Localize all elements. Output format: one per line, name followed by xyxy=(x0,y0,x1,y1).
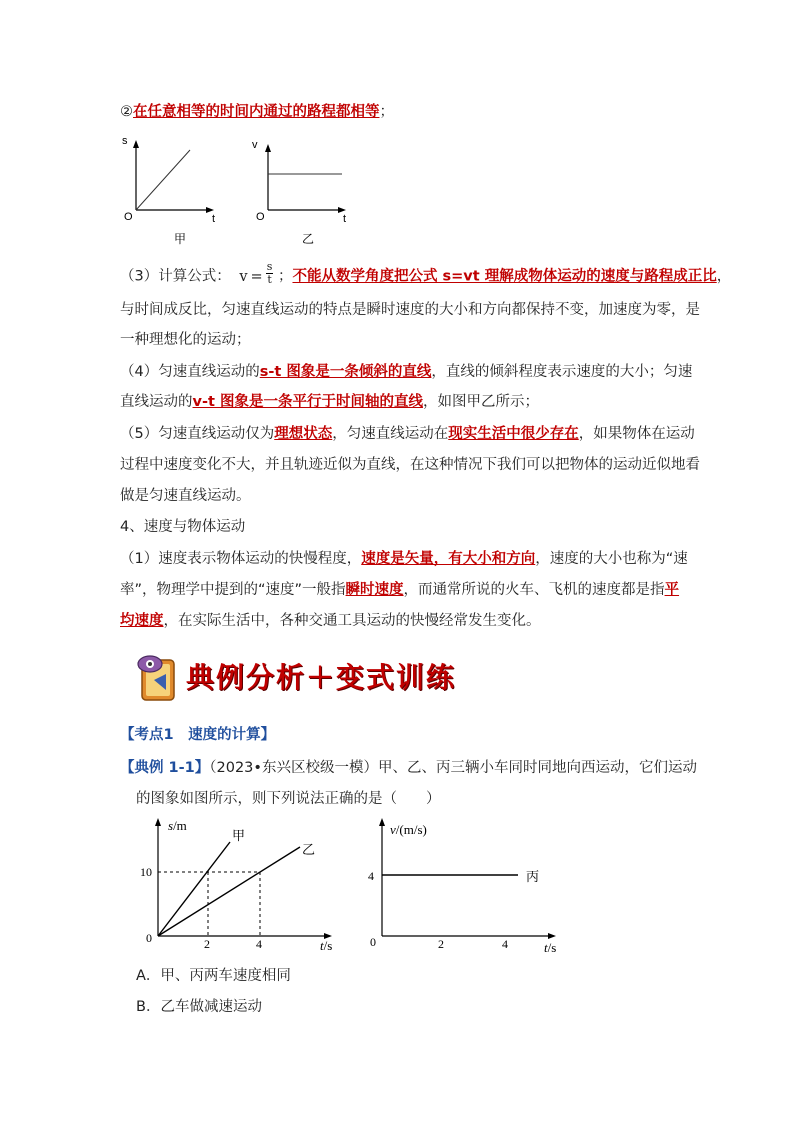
x-label: t xyxy=(343,213,347,225)
origin-label: 0 xyxy=(370,935,376,949)
st-graph xyxy=(130,814,340,954)
y-arrow xyxy=(379,818,385,826)
x-axis-label: t/s xyxy=(320,938,333,953)
y-label: v xyxy=(252,139,258,151)
numerator: s xyxy=(266,260,273,273)
vt-graph xyxy=(356,814,576,954)
paragraph-4-line-1 xyxy=(120,362,692,382)
formula xyxy=(239,260,278,286)
y-arrow xyxy=(133,140,139,148)
diagram-yi xyxy=(252,139,346,246)
text: ，匀速直线运动在 xyxy=(332,426,449,442)
text: ，如果物体在运动 xyxy=(578,426,695,442)
origin-label: 0 xyxy=(146,931,152,945)
key-phrase: 现实生活中很少存在 xyxy=(448,426,579,442)
line-jia xyxy=(158,842,230,936)
text: ，速度的大小也称为“速 xyxy=(535,551,688,567)
example-line-2: 的图象如图所示，则下列说法正确的是（ ） xyxy=(136,791,441,807)
text: ，直线的倾斜程度表示速度的大小；匀速 xyxy=(431,364,693,380)
diagram-jia xyxy=(122,135,215,246)
formula-eq: = xyxy=(250,268,263,285)
option-b[interactable]: B．乙车做减速运动 xyxy=(136,999,262,1015)
statement-2 xyxy=(120,102,394,122)
text: ，而通常所说的火车、飞机的速度都是指 xyxy=(403,582,665,598)
section-banner xyxy=(128,650,468,706)
y-arrow xyxy=(265,144,271,152)
key-phrase: 均速度 xyxy=(120,613,164,629)
text: 率”，物理学中提到的“速度”一般指 xyxy=(120,582,346,598)
formula-v: v xyxy=(239,268,248,285)
paragraph-3-line-3: 一种理想化的运动； xyxy=(120,332,251,348)
book-icon xyxy=(128,650,184,706)
text: ，如图甲乙所示； xyxy=(422,394,539,410)
text: 直线运动的 xyxy=(120,394,193,410)
example-line-1 xyxy=(120,758,697,778)
punct: ； xyxy=(379,104,394,120)
paragraph-6-line-1 xyxy=(120,549,688,569)
paragraph-5-line-3: 做是匀速直线运动。 xyxy=(120,488,251,504)
key-phrase: 瞬时速度 xyxy=(345,582,404,598)
origin-label: O xyxy=(124,211,133,223)
tick-4-x: 4 xyxy=(502,937,508,951)
fraction xyxy=(266,261,274,286)
caption-yi: 乙 xyxy=(302,232,315,246)
y-axis-label: s/m xyxy=(168,818,187,833)
text: （2023•东兴区校级一模）甲、乙、丙三辆小车同时同地向西运动，它们运动 xyxy=(209,760,697,776)
line-yi xyxy=(158,847,300,936)
label: （3）计算公式： xyxy=(120,268,231,285)
paragraph-6-line-3 xyxy=(120,611,541,631)
key-phrase: 理想状态 xyxy=(274,426,333,442)
key-phrase: 平 xyxy=(664,582,680,598)
st-vt-diagrams xyxy=(118,128,358,248)
tick-4: 4 xyxy=(256,937,262,951)
label-jia: 甲 xyxy=(232,828,246,843)
punct: ； xyxy=(277,268,293,285)
tick-10: 10 xyxy=(140,865,152,879)
denominator: t xyxy=(267,273,272,286)
x-axis-label: t/s xyxy=(544,940,557,954)
marker: ② xyxy=(120,104,133,120)
caption-jia: 甲 xyxy=(174,232,187,246)
tick-2: 2 xyxy=(438,937,444,951)
paragraph-3-line-2: 与时间成反比，匀速直线运动的特点是瞬时速度的大小和方向都保持不变，加速度为零，是 xyxy=(120,302,700,318)
incline-line xyxy=(136,150,190,210)
paragraph-3-line-1 xyxy=(120,260,732,289)
section-heading-4: 4、速度与物体运动 xyxy=(120,519,246,535)
key-phrase: 不能从数学角度把公式 s=vt 理解成物体运动的速度与路程成正比 xyxy=(292,268,717,285)
topic-heading: 【考点1 速度的计算】 xyxy=(120,727,276,743)
punct: ， xyxy=(716,268,732,285)
key-phrase: 速度是矢量，有大小和方向 xyxy=(361,551,536,567)
y-label: s xyxy=(122,135,128,147)
key-phrase: v-t 图象是一条平行于时间轴的直线 xyxy=(192,394,423,410)
banner-title: 典例分析＋变式训练 xyxy=(186,661,457,694)
text: （5）匀速直线运动仅为 xyxy=(120,426,275,442)
paragraph-6-line-2 xyxy=(120,580,679,600)
label-yi: 乙 xyxy=(302,842,316,857)
text: （1）速度表示物体运动的快慢程度， xyxy=(120,551,362,567)
y-arrow xyxy=(155,818,161,826)
origin-label: O xyxy=(256,211,265,223)
x-arrow xyxy=(548,933,556,939)
key-phrase: 在任意相等的时间内通过的路程都相等 xyxy=(133,104,380,120)
example-tag: 【典例 1-1】 xyxy=(120,760,210,776)
x-label: t xyxy=(212,213,216,225)
y-axis-label: v/(m/s) xyxy=(390,822,427,837)
paragraph-5-line-2: 过程中速度变化不大，并且轨迹近似为直线，在这种情况下我们可以把物体的运动近似地看 xyxy=(120,457,700,473)
label-bing: 丙 xyxy=(526,869,540,884)
tick-4: 4 xyxy=(368,869,374,883)
option-a[interactable]: A．甲、丙两车速度相同 xyxy=(136,968,291,984)
paragraph-4-line-2 xyxy=(120,392,539,412)
tick-2: 2 xyxy=(204,937,210,951)
key-phrase: s-t 图象是一条倾斜的直线 xyxy=(259,364,432,380)
text: ，在实际生活中，各种交通工具运动的快慢经常发生变化。 xyxy=(163,613,541,629)
paragraph-5-line-1 xyxy=(120,424,695,444)
text: （4）匀速直线运动的 xyxy=(120,364,260,380)
